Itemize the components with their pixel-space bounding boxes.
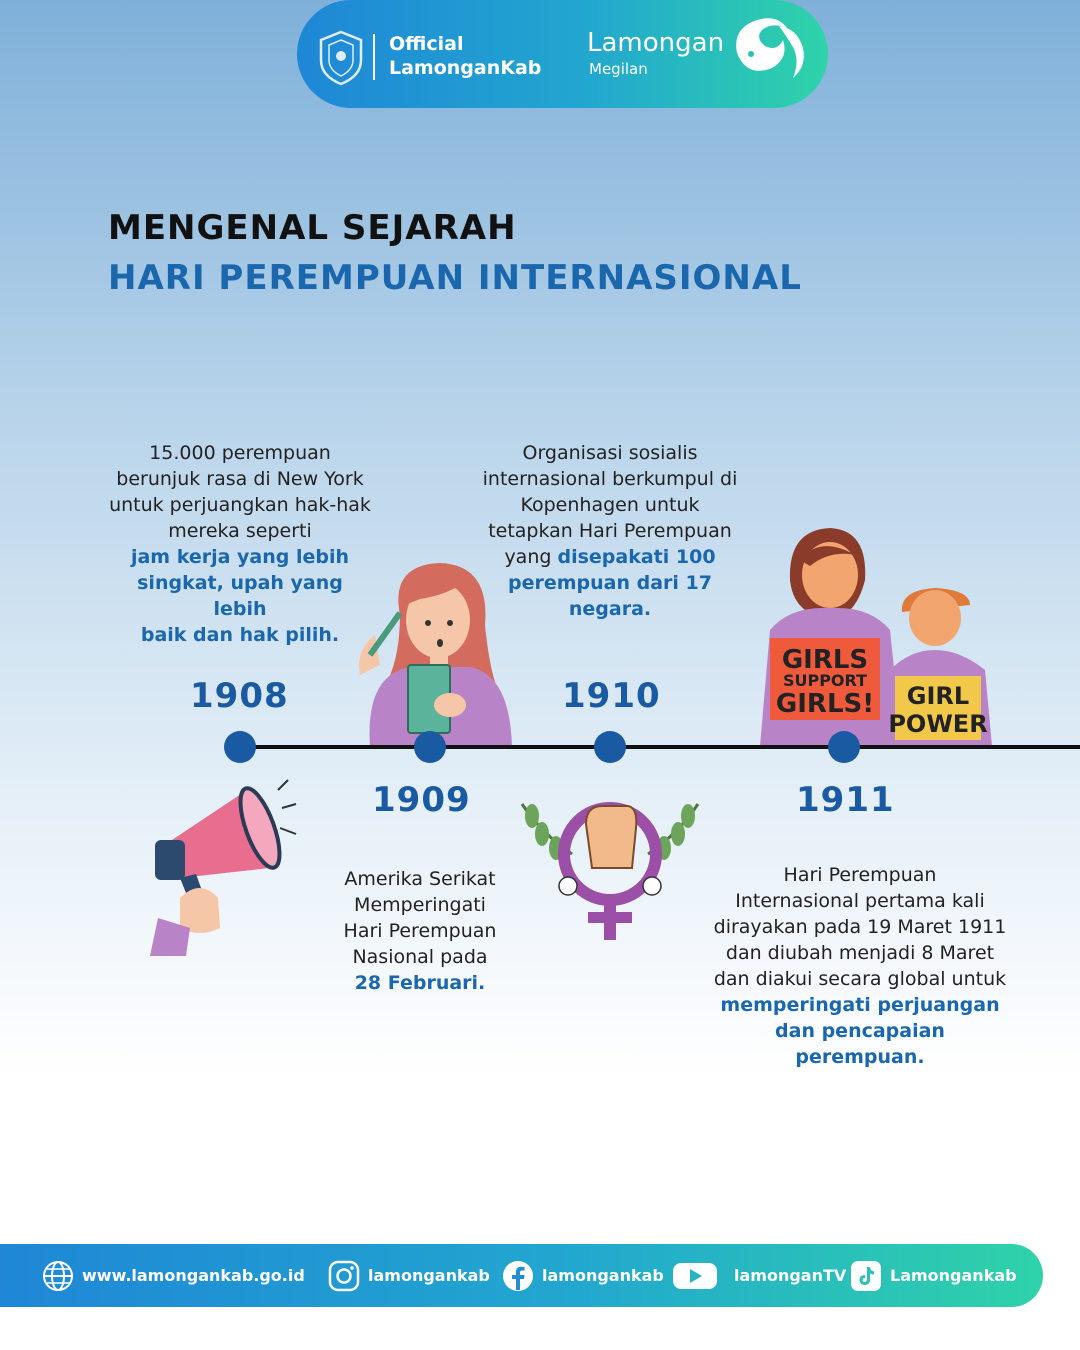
desc-1909-highlight: 28 Februari. — [354, 972, 486, 994]
desc-1908-highlight: baik dan hak pilih. — [140, 624, 340, 646]
desc-1909-line: Hari Perempuan — [343, 920, 497, 942]
timeline-line — [238, 745, 1080, 749]
timeline-dot-1911 — [828, 731, 860, 763]
sign-girls-line1: GIRLS — [781, 645, 869, 675]
year-1910: 1910 — [562, 676, 661, 716]
year-1909: 1909 — [372, 780, 471, 820]
youtube-icon — [672, 1260, 718, 1292]
desc-1910-line: internasional berkumpul di — [482, 468, 738, 490]
footer-facebook[interactable] — [502, 1244, 664, 1307]
footer-instagram-label: lamongankab — [368, 1266, 490, 1285]
desc-1909-line: Nasional pada — [352, 946, 488, 968]
official-line2: LamonganKab — [389, 57, 542, 79]
footer-website[interactable] — [42, 1244, 305, 1307]
lamongan-seal-icon — [317, 30, 365, 86]
desc-1909-line: Amerika Serikat — [344, 868, 496, 890]
footer-youtube-label: lamonganTV — [734, 1266, 847, 1285]
megaphone-icon — [150, 778, 300, 956]
sign-girls-line3: GIRLS! — [775, 689, 875, 719]
facebook-icon — [502, 1260, 534, 1292]
instagram-icon — [328, 1260, 360, 1292]
footer-social-bar — [0, 1244, 1043, 1307]
year-1908: 1908 — [190, 676, 289, 716]
sign-power-line2: POWER — [888, 710, 988, 738]
footer-youtube[interactable] — [672, 1244, 846, 1307]
desc-1911-line: dan diakui secara global untuk — [713, 968, 1007, 990]
desc-1910-highlight: negara. — [568, 598, 652, 620]
women-signs-illustration — [730, 520, 1002, 746]
header-banner — [297, 0, 828, 108]
desc-1911-line: Internasional pertama kali — [735, 890, 985, 912]
timeline-dot-1909 — [414, 731, 446, 763]
tiktok-icon — [850, 1260, 882, 1292]
desc-1911 — [710, 862, 1010, 1070]
desc-1908-line: mereka seperti — [168, 520, 312, 542]
page-title-line2: HARI PEREMPUAN INTERNASIONAL — [108, 258, 802, 298]
footer-tiktok[interactable] — [850, 1244, 1017, 1307]
desc-1908 — [108, 440, 372, 648]
footer-tiktok-label: Lamongankab — [890, 1266, 1017, 1285]
woman-notebook-illustration — [350, 555, 515, 747]
desc-1910-mixed-line — [480, 544, 740, 570]
header-divider — [373, 34, 375, 80]
desc-1911-highlight: dan pencapaian perempuan. — [775, 1020, 945, 1068]
year-1911: 1911 — [796, 780, 895, 820]
footer-website-label: www.lamongankab.go.id — [82, 1266, 305, 1285]
desc-1908-highlight: jam kerja yang lebih — [130, 546, 350, 568]
desc-1910-line: Kopenhagen untuk — [520, 494, 700, 516]
desc-1911-line: Hari Perempuan — [783, 864, 937, 886]
desc-1911-line: dan diubah menjadi 8 Maret — [725, 942, 995, 964]
desc-1910-highlight: perempuan dari 17 — [508, 572, 712, 594]
footer-facebook-label: lamongankab — [542, 1266, 664, 1285]
wave-logo-icon — [717, 8, 812, 88]
desc-1910-line: yang — [504, 546, 552, 568]
desc-1911-highlight: memperingati perjuangan — [720, 994, 1000, 1016]
desc-1908-line: 15.000 perempuan — [149, 442, 331, 464]
page-title-line1: MENGENAL SEJARAH — [108, 208, 517, 248]
desc-1910 — [480, 440, 740, 622]
desc-1910-line: Organisasi sosialis — [522, 442, 698, 464]
official-label — [389, 32, 541, 80]
desc-1911-line: dirayakan pada 19 Maret 1911 — [713, 916, 1007, 938]
venus-fist-icon — [512, 794, 708, 944]
footer-instagram[interactable] — [328, 1244, 490, 1307]
desc-1910-line: tetapkan Hari Perempuan — [488, 520, 732, 542]
timeline-dot-1910 — [594, 731, 626, 763]
sign-girls-line2: SUPPORT — [782, 671, 868, 690]
desc-1909-line: Memperingati — [354, 894, 486, 916]
desc-1908-highlight: singkat, upah yang lebih — [137, 572, 343, 620]
desc-1908-line: berunjuk rasa di New York — [116, 468, 364, 490]
globe-icon — [42, 1260, 74, 1292]
desc-1910-highlight: disepakati 100 — [557, 546, 716, 568]
brand-title: Lamongan — [587, 28, 725, 58]
sign-power-line1: GIRL — [906, 682, 970, 710]
desc-1909 — [330, 866, 510, 996]
timeline-dot-1908 — [224, 731, 256, 763]
desc-1908-line: untuk perjuangkan hak-hak — [109, 494, 371, 516]
brand-subtitle: Megilan — [589, 60, 648, 78]
official-line1: Official — [389, 33, 464, 55]
